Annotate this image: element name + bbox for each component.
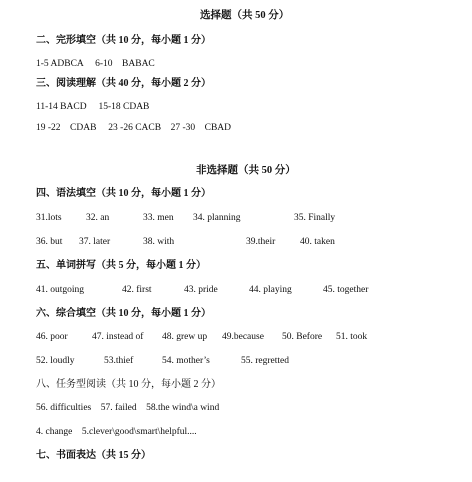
nonchoice-section-title: 非选择题（共 50 分）	[196, 165, 296, 176]
grammar-answer: 39.their	[246, 237, 276, 247]
comprehensive-answer: 47. instead of	[92, 332, 144, 342]
task-reading-answers-line1: 56. difficulties 57. failed 58.the wind\a wind	[36, 403, 220, 413]
choice-section-title: 选择题（共 50 分）	[200, 10, 290, 21]
grammar-answer: 38. with	[143, 237, 175, 247]
reading-answers-line2: 19 -22 CDAB 23 -26 CACB 27 -30 CBAD	[36, 123, 232, 133]
comprehensive-answer: 49.because	[222, 332, 264, 342]
grammar-answer: 33. men	[143, 213, 174, 223]
grammar-heading: 四、语法填空（共 10 分，每小题 1 分）	[36, 188, 211, 199]
cloze-answers: 1-5 ADBCA 6-10 BABAC	[36, 59, 155, 69]
grammar-answer: 35. Finally	[294, 213, 336, 223]
cloze-heading: 二、完形填空（共 10 分，每小题 1 分）	[36, 35, 211, 46]
spelling-heading: 五、单词拼写（共 5 分，每小题 1 分）	[36, 260, 206, 271]
comprehensive-answer: 54. mother’s	[162, 356, 210, 366]
comprehensive-answer: 51. took	[336, 332, 368, 342]
comprehensive-answer: 55. regretted	[241, 356, 290, 366]
comprehensive-answer: 50. Before	[282, 332, 323, 342]
spelling-answer: 45. together	[323, 285, 369, 295]
grammar-answer: 36. but	[36, 237, 63, 247]
comprehensive-answer: 46. poor	[36, 332, 68, 342]
grammar-answer: 31.lots	[36, 213, 62, 223]
task-reading-answers-line2: 4. change 5.clever\good\smart\helpful....	[36, 427, 197, 437]
comprehensive-answer: 48. grew up	[162, 332, 208, 342]
comprehensive-answer: 52. loudly	[36, 356, 75, 366]
spelling-answer: 44. playing	[249, 285, 292, 295]
comprehensive-heading: 六、综合填空（共 10 分，每小题 1 分）	[36, 308, 211, 319]
grammar-answer: 40. taken	[300, 237, 335, 247]
writing-heading: 七、书面表达（共 15 分）	[36, 450, 151, 461]
comprehensive-answer: 53.thief	[104, 356, 134, 366]
grammar-answer: 32. an	[86, 213, 110, 223]
reading-answers-line1: 11-14 BACD 15-18 CDAB	[36, 102, 150, 112]
task-reading-heading: 八、任务型阅读（共 10 分，每小题 2 分）	[36, 379, 221, 390]
spelling-answer: 42. first	[122, 285, 152, 295]
grammar-answer: 37. later	[79, 237, 111, 247]
spelling-answer: 41. outgoing	[36, 285, 85, 295]
spelling-answer: 43. pride	[184, 285, 218, 295]
grammar-answer: 34. planning	[193, 213, 241, 223]
reading-heading: 三、阅读理解（共 40 分，每小题 2 分）	[36, 78, 211, 89]
